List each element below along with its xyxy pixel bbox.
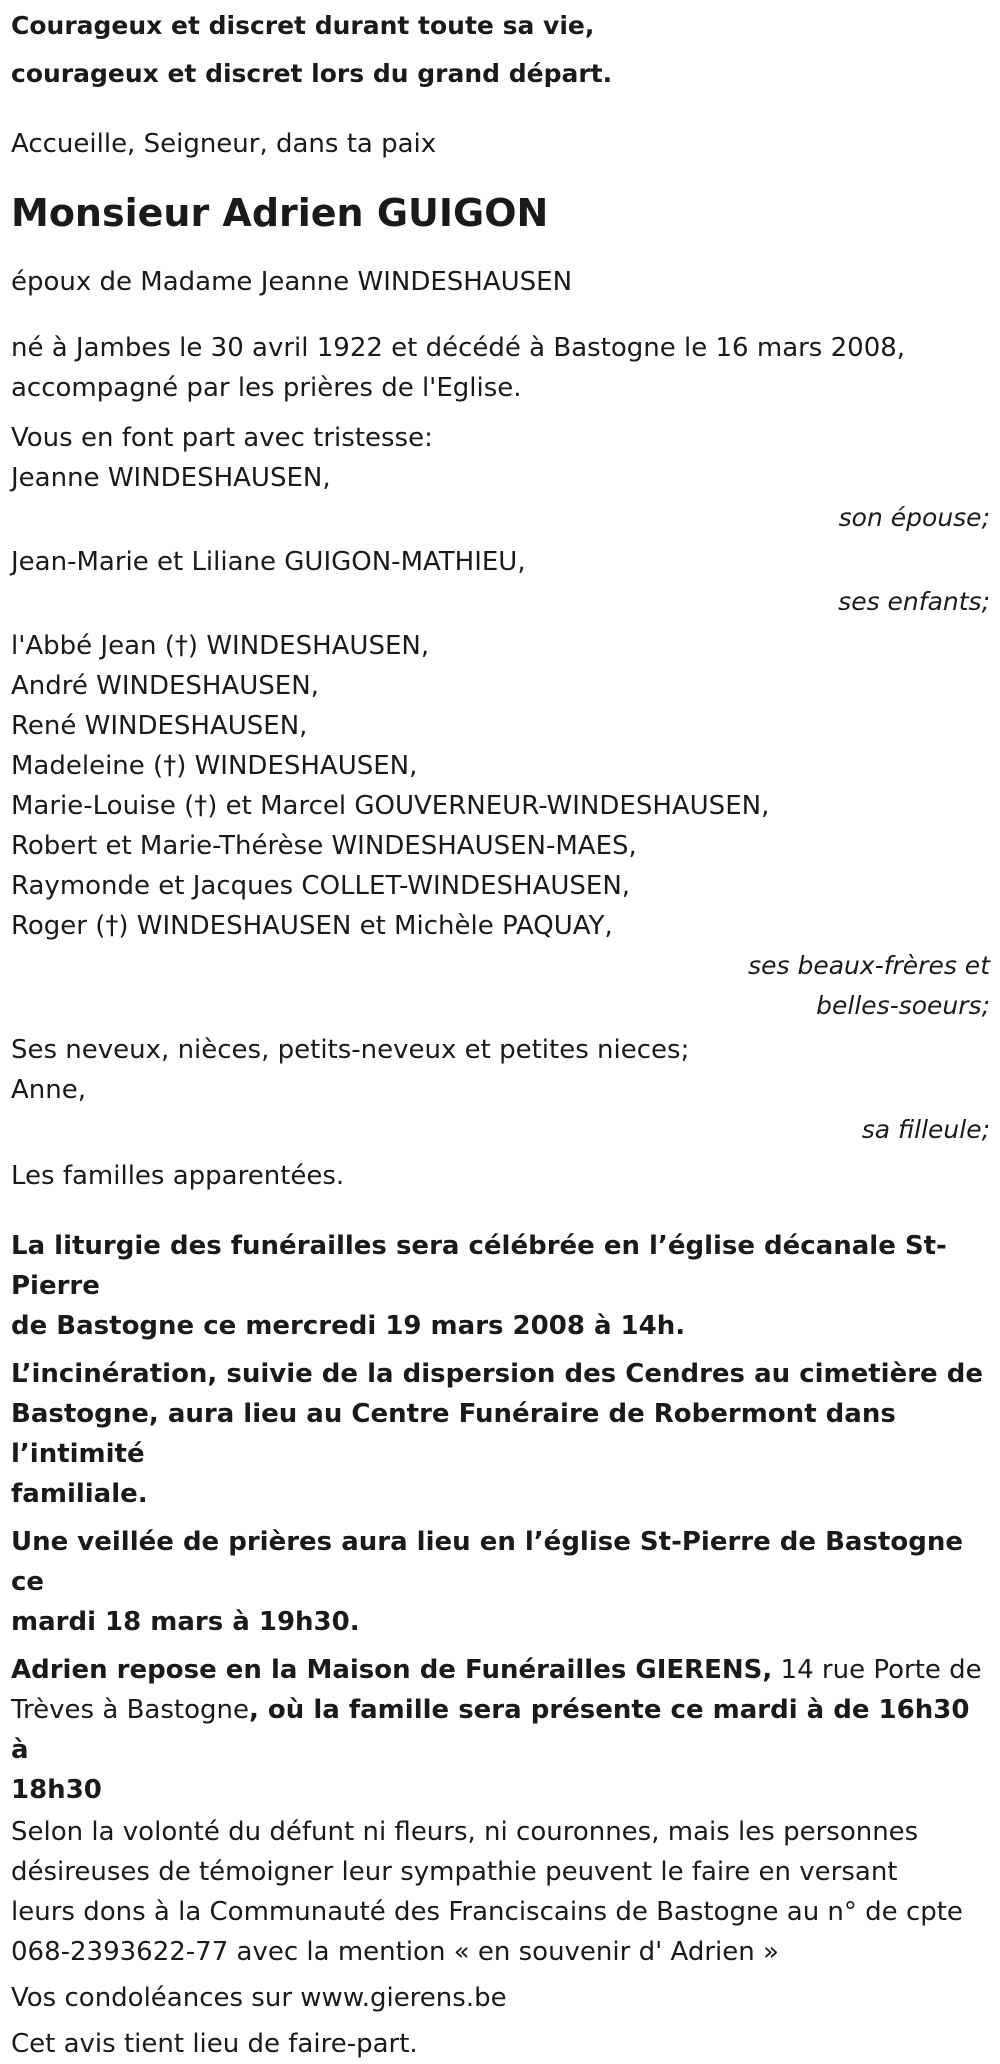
liturgy-line-1: La liturgie des funérailles sera célébrée en l’église décanale St-Pierre [11, 1231, 947, 1301]
vigil-paragraph [11, 1522, 991, 1642]
repose-paragraph [11, 1650, 991, 1810]
spouse-line: époux de Madame Jeanne WINDESHAUSEN [11, 267, 573, 297]
vigil-line-2: mardi 18 mars à 19h30. [11, 1607, 360, 1637]
repose-plain-1: 14 rue Porte de [772, 1655, 982, 1685]
repose-bold-2: , où la famille sera présente ce mardi à de 16h30 à [11, 1695, 970, 1765]
cremation-line-3: familiale. [11, 1479, 148, 1509]
wishes-line-2: désireuses de témoigner leur sympathie peuvent le faire en versant [11, 1857, 898, 1887]
inlaw-item: René WINDESHAUSEN, [11, 711, 308, 741]
cremation-line-2: Bastogne, aura lieu au Centre Funéraire de Robermont dans l’intimité [11, 1399, 896, 1469]
liturgy-paragraph [11, 1226, 991, 1346]
motto-line-1: Courageux et discret durant toute sa vie, [11, 11, 595, 40]
vigil-line-1: Une veillée de prières aura lieu en l’église St-Pierre de Bastogne ce [11, 1527, 963, 1597]
motto-line-2: courageux et discret lors du grand départ. [11, 59, 613, 88]
church-line: accompagné par les prières de l'Eglise. [11, 373, 522, 403]
cremation-line-1: L’incinération, suivie de la dispersion des Cendres au cimetière de [11, 1359, 983, 1389]
inlaw-item: Raymonde et Jacques COLLET-WINDESHAUSEN, [11, 871, 631, 901]
repose-plain-2: Trèves à Bastogne [11, 1695, 249, 1725]
inlaws-list [11, 626, 991, 946]
repose-bold-1: Adrien repose en la Maison de Funérailles GIERENS, [11, 1655, 773, 1685]
prayer: Accueille, Seigneur, dans ta paix [11, 129, 437, 159]
goddaughter-role: sa filleule; [861, 1115, 990, 1144]
notice-line: Cet avis tient lieu de faire-part. [11, 2029, 418, 2059]
inlaw-item: l'Abbé Jean (†) WINDESHAUSEN, [11, 631, 430, 661]
family-children: Jean-Marie et Liliane GUIGON-MATHIEU, [11, 547, 526, 577]
repose-bold-3: 18h30 [11, 1775, 102, 1805]
inlaw-item: Marie-Louise (†) et Marcel GOUVERNEUR-WINDESHAUSEN, [11, 791, 770, 821]
liturgy-line-2: de Bastogne ce mercredi 19 mars 2008 à 14h. [11, 1311, 686, 1341]
wishes-line-3: leurs dons à la Communauté des Franciscains de Bastogne au n° de cpte [11, 1897, 963, 1927]
inlaw-item: Robert et Marie-Thérèse WINDESHAUSEN-MAES, [11, 831, 637, 861]
wishes-line-4: 068-2393622-77 avec la mention « en souvenir d' Adrien » [11, 1937, 779, 1967]
wishes-line-1: Selon la volonté du défunt ni fleurs, ni couronnes, mais les personnes [11, 1817, 919, 1847]
inlaws-role-line-2: belles-soeurs; [816, 991, 990, 1020]
inlaw-item: Roger (†) WINDESHAUSEN et Michèle PAQUAY, [11, 911, 613, 941]
nephews-line: Ses neveux, nièces, petits-neveux et petites nieces; [11, 1035, 690, 1065]
motto [11, 0, 991, 98]
family-wife: Jeanne WINDESHAUSEN, [11, 463, 331, 493]
family-children-role: ses enfants; [838, 587, 990, 616]
cremation-paragraph [11, 1354, 991, 1514]
announce-intro: Vous en font part avec tristesse: [11, 423, 433, 453]
goddaughter: Anne, [11, 1075, 87, 1105]
inlaw-item: André WINDESHAUSEN, [11, 671, 319, 701]
inlaw-item: Madeleine (†) WINDESHAUSEN, [11, 751, 418, 781]
condolences-line: Vos condoléances sur www.gierens.be [11, 1983, 507, 2013]
family-wife-role: son épouse; [838, 503, 990, 532]
obituary-notice [11, 0, 991, 2064]
birth-death-line: né à Jambes le 30 avril 1922 et décédé à Bastogne le 16 mars 2008, [11, 333, 906, 363]
wishes-paragraph [11, 1812, 991, 1972]
deceased-name: Monsieur Adrien GUIGON [11, 191, 549, 235]
related-families: Les familles apparentées. [11, 1161, 345, 1191]
inlaws-role-line-1: ses beaux-frères et [748, 951, 990, 980]
